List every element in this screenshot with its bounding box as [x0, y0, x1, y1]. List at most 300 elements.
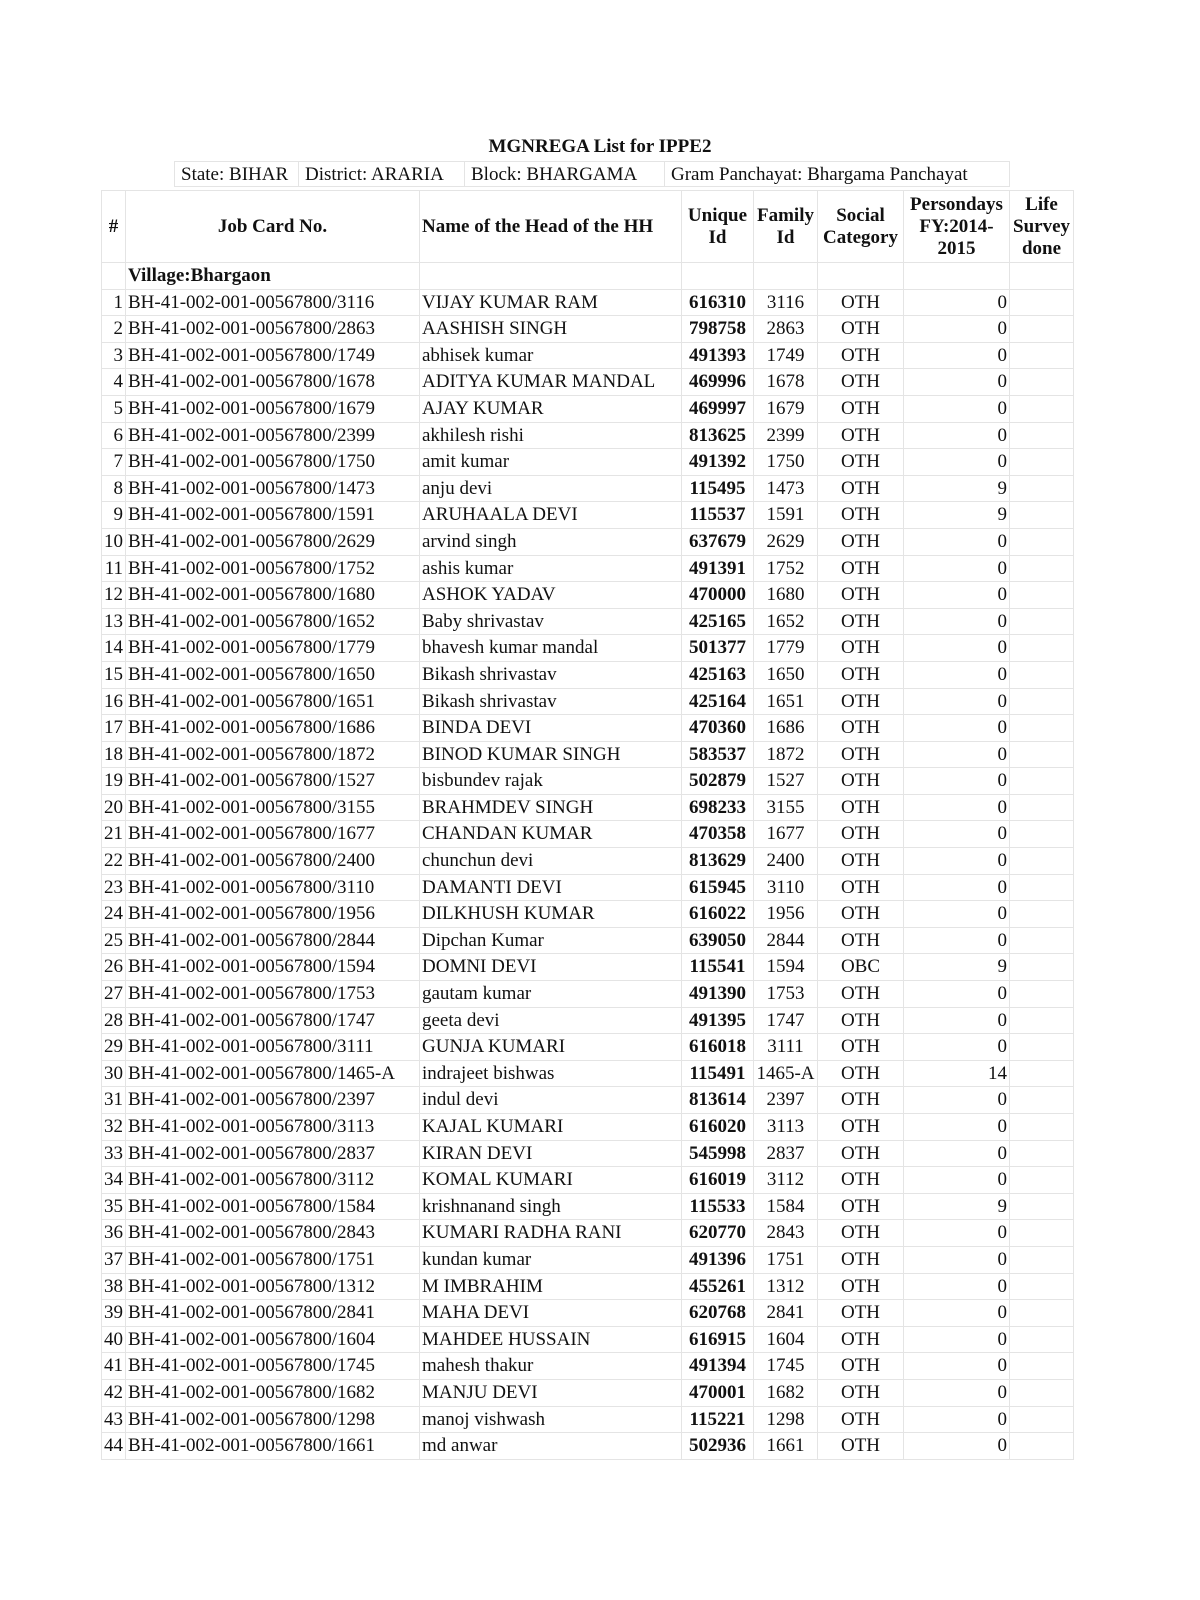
table-row [102, 635, 1074, 662]
job-card-cell: BH-41-002-001-00567800/3110 [126, 874, 420, 901]
unique-id-cell: 616019 [682, 1167, 754, 1194]
table-row [102, 901, 1074, 928]
family-id-cell: 2400 [754, 848, 818, 875]
persondays-cell: 0 [904, 688, 1010, 715]
life-survey-cell [1010, 502, 1074, 529]
head-name-cell: KAJAL KUMARI [420, 1114, 682, 1141]
social-category-cell: OTH [818, 768, 904, 795]
social-category-cell: OBC [818, 954, 904, 981]
life-survey-cell [1010, 821, 1074, 848]
unique-id-cell: 813625 [682, 422, 754, 449]
life-survey-cell [1010, 369, 1074, 396]
table-row [102, 1007, 1074, 1034]
family-id-cell: 1749 [754, 342, 818, 369]
row-number: 16 [102, 688, 126, 715]
row-number: 19 [102, 768, 126, 795]
table-row [102, 874, 1074, 901]
head-name-cell: DOMNI DEVI [420, 954, 682, 981]
family-id-cell: 1750 [754, 449, 818, 476]
job-card-cell: BH-41-002-001-00567800/1473 [126, 475, 420, 502]
life-survey-cell [1010, 1114, 1074, 1141]
family-id-cell: 1745 [754, 1353, 818, 1380]
row-number: 40 [102, 1326, 126, 1353]
unique-id-cell: 491394 [682, 1353, 754, 1380]
unique-id-cell: 639050 [682, 927, 754, 954]
head-name-cell: md anwar [420, 1433, 682, 1460]
job-card-cell: BH-41-002-001-00567800/1298 [126, 1406, 420, 1433]
head-name-cell: arvind singh [420, 528, 682, 555]
job-card-cell: BH-41-002-001-00567800/1678 [126, 369, 420, 396]
table-row [102, 449, 1074, 476]
col-header-unique-id: Unique Id [682, 191, 754, 263]
social-category-cell: OTH [818, 342, 904, 369]
unique-id-cell: 470001 [682, 1379, 754, 1406]
unique-id-cell: 813629 [682, 848, 754, 875]
job-card-cell: BH-41-002-001-00567800/2399 [126, 422, 420, 449]
family-id-cell: 1682 [754, 1379, 818, 1406]
social-category-cell: OTH [818, 555, 904, 582]
row-number: 15 [102, 661, 126, 688]
social-category-cell: OTH [818, 741, 904, 768]
village-label: Village:Bhargaon [126, 263, 420, 290]
job-card-cell: BH-41-002-001-00567800/1652 [126, 608, 420, 635]
social-category-cell: OTH [818, 289, 904, 316]
unique-id-cell: 501377 [682, 635, 754, 662]
head-name-cell: DAMANTI DEVI [420, 874, 682, 901]
head-name-cell: MAHDEE HUSSAIN [420, 1326, 682, 1353]
family-id-cell: 1594 [754, 954, 818, 981]
job-card-cell: BH-41-002-001-00567800/1651 [126, 688, 420, 715]
job-card-cell: BH-41-002-001-00567800/1594 [126, 954, 420, 981]
head-name-cell: GUNJA KUMARI [420, 1034, 682, 1061]
table-row [102, 848, 1074, 875]
family-id-cell: 1753 [754, 981, 818, 1008]
life-survey-cell [1010, 316, 1074, 343]
job-card-cell: BH-41-002-001-00567800/3113 [126, 1114, 420, 1141]
family-id-cell: 2863 [754, 316, 818, 343]
persondays-cell: 0 [904, 1087, 1010, 1114]
life-survey-cell [1010, 395, 1074, 422]
job-card-cell: BH-41-002-001-00567800/1747 [126, 1007, 420, 1034]
head-name-cell: ASHOK YADAV [420, 582, 682, 609]
head-name-cell: manoj vishwash [420, 1406, 682, 1433]
gram-panchayat-label: Gram Panchayat: Bhargama Panchayat [664, 161, 1010, 187]
persondays-cell: 0 [904, 821, 1010, 848]
family-id-cell: 1465-A [754, 1060, 818, 1087]
persondays-cell: 0 [904, 874, 1010, 901]
persondays-cell: 0 [904, 1353, 1010, 1380]
head-name-cell: AASHISH SINGH [420, 316, 682, 343]
persondays-cell: 0 [904, 1379, 1010, 1406]
persondays-cell: 14 [904, 1060, 1010, 1087]
unique-id-cell: 616022 [682, 901, 754, 928]
job-card-cell: BH-41-002-001-00567800/1661 [126, 1433, 420, 1460]
row-number: 27 [102, 981, 126, 1008]
row-number: 39 [102, 1300, 126, 1327]
table-row [102, 422, 1074, 449]
row-number: 34 [102, 1167, 126, 1194]
household-table [101, 190, 1074, 1460]
social-category-cell: OTH [818, 1060, 904, 1087]
head-name-cell: gautam kumar [420, 981, 682, 1008]
head-name-cell: Baby shrivastav [420, 608, 682, 635]
job-card-cell: BH-41-002-001-00567800/3111 [126, 1034, 420, 1061]
life-survey-cell [1010, 1300, 1074, 1327]
row-number: 18 [102, 741, 126, 768]
life-survey-cell [1010, 1246, 1074, 1273]
life-survey-cell [1010, 1220, 1074, 1247]
persondays-cell: 0 [904, 1300, 1010, 1327]
job-card-cell: BH-41-002-001-00567800/2844 [126, 927, 420, 954]
unique-id-cell: 620770 [682, 1220, 754, 1247]
life-survey-cell [1010, 715, 1074, 742]
social-category-cell: OTH [818, 1114, 904, 1141]
social-category-cell: OTH [818, 1353, 904, 1380]
row-number: 26 [102, 954, 126, 981]
family-id-cell: 1779 [754, 635, 818, 662]
persondays-cell: 0 [904, 395, 1010, 422]
social-category-cell: OTH [818, 1034, 904, 1061]
family-id-cell: 1527 [754, 768, 818, 795]
col-header-job-card: Job Card No. [126, 191, 420, 263]
job-card-cell: BH-41-002-001-00567800/1527 [126, 768, 420, 795]
table-row [102, 1167, 1074, 1194]
head-name-cell: chunchun devi [420, 848, 682, 875]
table-row [102, 1193, 1074, 1220]
life-survey-cell [1010, 794, 1074, 821]
table-row [102, 369, 1074, 396]
head-name-cell: indul devi [420, 1087, 682, 1114]
unique-id-cell: 425165 [682, 608, 754, 635]
job-card-cell: BH-41-002-001-00567800/1679 [126, 395, 420, 422]
social-category-cell: OTH [818, 981, 904, 1008]
social-category-cell: OTH [818, 874, 904, 901]
social-category-cell: OTH [818, 1087, 904, 1114]
row-number: 9 [102, 502, 126, 529]
persondays-cell: 0 [904, 1114, 1010, 1141]
table-row [102, 608, 1074, 635]
job-card-cell: BH-41-002-001-00567800/3112 [126, 1167, 420, 1194]
social-category-cell: OTH [818, 848, 904, 875]
life-survey-cell [1010, 688, 1074, 715]
life-survey-cell [1010, 1379, 1074, 1406]
row-number: 33 [102, 1140, 126, 1167]
social-category-cell: OTH [818, 369, 904, 396]
job-card-cell: BH-41-002-001-00567800/1750 [126, 449, 420, 476]
table-row [102, 1087, 1074, 1114]
head-name-cell: Bikash shrivastav [420, 661, 682, 688]
persondays-cell: 0 [904, 794, 1010, 821]
head-name-cell: KUMARI RADHA RANI [420, 1220, 682, 1247]
job-card-cell: BH-41-002-001-00567800/3116 [126, 289, 420, 316]
row-number: 5 [102, 395, 126, 422]
village-row [102, 263, 1074, 290]
persondays-cell: 0 [904, 555, 1010, 582]
family-id-cell: 2843 [754, 1220, 818, 1247]
unique-id-cell: 115491 [682, 1060, 754, 1087]
unique-id-cell: 491393 [682, 342, 754, 369]
job-card-cell: BH-41-002-001-00567800/1956 [126, 901, 420, 928]
job-card-cell: BH-41-002-001-00567800/2837 [126, 1140, 420, 1167]
head-name-cell: anju devi [420, 475, 682, 502]
social-category-cell: OTH [818, 422, 904, 449]
head-name-cell: VIJAY KUMAR RAM [420, 289, 682, 316]
family-id-cell: 2629 [754, 528, 818, 555]
life-survey-cell [1010, 1273, 1074, 1300]
life-survey-cell [1010, 449, 1074, 476]
row-number: 12 [102, 582, 126, 609]
table-row [102, 555, 1074, 582]
social-category-cell: OTH [818, 1273, 904, 1300]
col-header-family-id: Family Id [754, 191, 818, 263]
persondays-cell: 0 [904, 981, 1010, 1008]
job-card-cell: BH-41-002-001-00567800/1465-A [126, 1060, 420, 1087]
social-category-cell: OTH [818, 1300, 904, 1327]
job-card-cell: BH-41-002-001-00567800/1779 [126, 635, 420, 662]
head-name-cell: krishnanand singh [420, 1193, 682, 1220]
block-label: Block: BHARGAMA [464, 161, 664, 187]
persondays-cell: 0 [904, 1034, 1010, 1061]
family-id-cell: 1678 [754, 369, 818, 396]
row-number: 32 [102, 1114, 126, 1141]
table-row [102, 1246, 1074, 1273]
job-card-cell: BH-41-002-001-00567800/1312 [126, 1273, 420, 1300]
unique-id-cell: 502936 [682, 1433, 754, 1460]
life-survey-cell [1010, 582, 1074, 609]
unique-id-cell: 115533 [682, 1193, 754, 1220]
social-category-cell: OTH [818, 316, 904, 343]
head-name-cell: CHANDAN KUMAR [420, 821, 682, 848]
life-survey-cell [1010, 635, 1074, 662]
life-survey-cell [1010, 342, 1074, 369]
job-card-cell: BH-41-002-001-00567800/1749 [126, 342, 420, 369]
head-name-cell: BINOD KUMAR SINGH [420, 741, 682, 768]
table-row [102, 1379, 1074, 1406]
unique-id-cell: 115537 [682, 502, 754, 529]
family-id-cell: 1872 [754, 741, 818, 768]
row-number: 43 [102, 1406, 126, 1433]
row-number: 11 [102, 555, 126, 582]
family-id-cell: 1591 [754, 502, 818, 529]
head-name-cell: mahesh thakur [420, 1353, 682, 1380]
persondays-cell: 0 [904, 342, 1010, 369]
family-id-cell: 1473 [754, 475, 818, 502]
persondays-cell: 0 [904, 741, 1010, 768]
family-id-cell: 1652 [754, 608, 818, 635]
unique-id-cell: 115221 [682, 1406, 754, 1433]
family-id-cell: 1298 [754, 1406, 818, 1433]
head-name-cell: geeta devi [420, 1007, 682, 1034]
family-id-cell: 1650 [754, 661, 818, 688]
family-id-cell: 2397 [754, 1087, 818, 1114]
persondays-cell: 0 [904, 1433, 1010, 1460]
table-row [102, 1406, 1074, 1433]
job-card-cell: BH-41-002-001-00567800/1591 [126, 502, 420, 529]
family-id-cell: 3110 [754, 874, 818, 901]
table-row [102, 1300, 1074, 1327]
table-row [102, 289, 1074, 316]
head-name-cell: AJAY KUMAR [420, 395, 682, 422]
row-number: 3 [102, 342, 126, 369]
head-name-cell: abhisek kumar [420, 342, 682, 369]
family-id-cell: 2399 [754, 422, 818, 449]
family-id-cell: 1584 [754, 1193, 818, 1220]
head-name-cell: M IMBRAHIM [420, 1273, 682, 1300]
persondays-cell: 0 [904, 848, 1010, 875]
row-number: 20 [102, 794, 126, 821]
row-number: 25 [102, 927, 126, 954]
row-number: 28 [102, 1007, 126, 1034]
social-category-cell: OTH [818, 1220, 904, 1247]
life-survey-cell [1010, 608, 1074, 635]
persondays-cell: 0 [904, 635, 1010, 662]
persondays-cell: 0 [904, 608, 1010, 635]
job-card-cell: BH-41-002-001-00567800/1753 [126, 981, 420, 1008]
row-number: 42 [102, 1379, 126, 1406]
family-id-cell: 1661 [754, 1433, 818, 1460]
head-name-cell: Dipchan Kumar [420, 927, 682, 954]
head-name-cell: ADITYA KUMAR MANDAL [420, 369, 682, 396]
life-survey-cell [1010, 741, 1074, 768]
persondays-cell: 0 [904, 927, 1010, 954]
row-number: 36 [102, 1220, 126, 1247]
family-id-cell: 1752 [754, 555, 818, 582]
life-survey-cell [1010, 528, 1074, 555]
unique-id-cell: 616018 [682, 1034, 754, 1061]
head-name-cell: KIRAN DEVI [420, 1140, 682, 1167]
job-card-cell: BH-41-002-001-00567800/2863 [126, 316, 420, 343]
persondays-cell: 0 [904, 289, 1010, 316]
social-category-cell: OTH [818, 475, 904, 502]
life-survey-cell [1010, 901, 1074, 928]
head-name-cell: MAHA DEVI [420, 1300, 682, 1327]
unique-id-cell: 469997 [682, 395, 754, 422]
social-category-cell: OTH [818, 1167, 904, 1194]
unique-id-cell: 455261 [682, 1273, 754, 1300]
persondays-cell: 0 [904, 901, 1010, 928]
table-row [102, 502, 1074, 529]
row-number: 35 [102, 1193, 126, 1220]
persondays-cell: 0 [904, 1220, 1010, 1247]
job-card-cell: BH-41-002-001-00567800/2629 [126, 528, 420, 555]
life-survey-cell [1010, 661, 1074, 688]
table-row [102, 342, 1074, 369]
unique-id-cell: 616310 [682, 289, 754, 316]
persondays-cell: 0 [904, 1246, 1010, 1273]
persondays-cell: 0 [904, 1140, 1010, 1167]
life-survey-cell [1010, 422, 1074, 449]
social-category-cell: OTH [818, 635, 904, 662]
persondays-cell: 0 [904, 582, 1010, 609]
unique-id-cell: 491392 [682, 449, 754, 476]
row-number: 14 [102, 635, 126, 662]
job-card-cell: BH-41-002-001-00567800/1677 [126, 821, 420, 848]
table-row [102, 528, 1074, 555]
social-category-cell: OTH [818, 821, 904, 848]
table-row [102, 1114, 1074, 1141]
row-number: 23 [102, 874, 126, 901]
social-category-cell: OTH [818, 449, 904, 476]
social-category-cell: OTH [818, 1140, 904, 1167]
life-survey-cell [1010, 1167, 1074, 1194]
head-name-cell: akhilesh rishi [420, 422, 682, 449]
job-card-cell: BH-41-002-001-00567800/2397 [126, 1087, 420, 1114]
col-header-num: # [102, 191, 126, 263]
head-name-cell: indrajeet bishwas [420, 1060, 682, 1087]
persondays-cell: 9 [904, 475, 1010, 502]
family-id-cell: 3155 [754, 794, 818, 821]
unique-id-cell: 491391 [682, 555, 754, 582]
unique-id-cell: 470360 [682, 715, 754, 742]
social-category-cell: OTH [818, 1193, 904, 1220]
persondays-cell: 0 [904, 528, 1010, 555]
family-id-cell: 3116 [754, 289, 818, 316]
unique-id-cell: 616915 [682, 1326, 754, 1353]
row-number: 24 [102, 901, 126, 928]
job-card-cell: BH-41-002-001-00567800/1680 [126, 582, 420, 609]
social-category-cell: OTH [818, 1406, 904, 1433]
job-card-cell: BH-41-002-001-00567800/1872 [126, 741, 420, 768]
life-survey-cell [1010, 1193, 1074, 1220]
row-number: 1 [102, 289, 126, 316]
persondays-cell: 0 [904, 422, 1010, 449]
life-survey-cell [1010, 927, 1074, 954]
job-card-cell: BH-41-002-001-00567800/1752 [126, 555, 420, 582]
job-card-cell: BH-41-002-001-00567800/1604 [126, 1326, 420, 1353]
head-name-cell: BRAHMDEV SINGH [420, 794, 682, 821]
row-number: 29 [102, 1034, 126, 1061]
persondays-cell: 0 [904, 1007, 1010, 1034]
head-name-cell: Bikash shrivastav [420, 688, 682, 715]
life-survey-cell [1010, 848, 1074, 875]
table-row [102, 715, 1074, 742]
family-id-cell: 1747 [754, 1007, 818, 1034]
family-id-cell: 1604 [754, 1326, 818, 1353]
table-row [102, 316, 1074, 343]
job-card-cell: BH-41-002-001-00567800/3155 [126, 794, 420, 821]
table-row [102, 794, 1074, 821]
life-survey-cell [1010, 1433, 1074, 1460]
persondays-cell: 0 [904, 369, 1010, 396]
job-card-cell: BH-41-002-001-00567800/1584 [126, 1193, 420, 1220]
life-survey-cell [1010, 1087, 1074, 1114]
job-card-cell: BH-41-002-001-00567800/1686 [126, 715, 420, 742]
social-category-cell: OTH [818, 661, 904, 688]
head-name-cell: MANJU DEVI [420, 1379, 682, 1406]
table-row [102, 1060, 1074, 1087]
life-survey-cell [1010, 768, 1074, 795]
head-name-cell: bhavesh kumar mandal [420, 635, 682, 662]
social-category-cell: OTH [818, 1326, 904, 1353]
col-header-persondays: Persondays FY:2014-2015 [904, 191, 1010, 263]
family-id-cell: 1679 [754, 395, 818, 422]
persondays-cell: 0 [904, 449, 1010, 476]
social-category-cell: OTH [818, 1007, 904, 1034]
family-id-cell: 3111 [754, 1034, 818, 1061]
document-title: MGNREGA List for IPPE2 [488, 136, 712, 157]
row-number: 13 [102, 608, 126, 635]
persondays-cell: 0 [904, 1406, 1010, 1433]
social-category-cell: OTH [818, 608, 904, 635]
location-info-row [174, 161, 1010, 187]
row-number: 38 [102, 1273, 126, 1300]
table-row [102, 395, 1074, 422]
table-row [102, 1433, 1074, 1460]
job-card-cell: BH-41-002-001-00567800/1682 [126, 1379, 420, 1406]
life-survey-cell [1010, 1406, 1074, 1433]
family-id-cell: 1751 [754, 1246, 818, 1273]
row-number: 37 [102, 1246, 126, 1273]
